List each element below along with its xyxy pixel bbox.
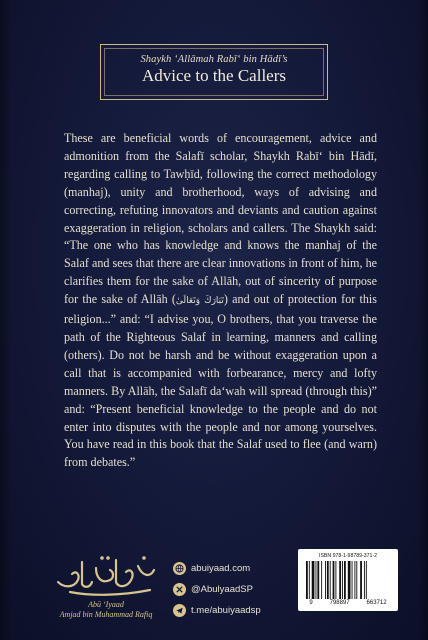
barcode-bar <box>366 561 367 599</box>
barcode-bar <box>333 561 335 599</box>
blurb-text <box>64 130 377 472</box>
blurb-part-1: These are beneficial words of encouragement, advice and admonition from the Salafī scholar, Shaykh Rabī‘ bin Hādī, regarding calling to Tawḥīd, following the correct methodology (manhaj), unity and brotherhood, ways of advising and correcting, refuting innovators and deviants and caution against exaggeration in religion, scholars and callers. The Shaykh said: “The one who has knowledge and knows the manhaj of the Salaf and sees that there are clear innovations in front of him, he clarifies them for the sake of Allāh, out of sincerity of purpose for the sake of Allāh ( <box>64 131 377 307</box>
website-text: abuiyaad.com <box>191 563 251 574</box>
social-links <box>173 558 293 621</box>
x-logo-icon <box>173 583 186 596</box>
author-kunya: Abū ‘Iyaad <box>88 600 124 609</box>
telegram-icon <box>173 604 186 617</box>
telegram-text: t.me/abuiyaadsp <box>191 605 261 616</box>
x-handle-text: @AbulyaadSP <box>191 584 253 595</box>
barcode-bars <box>305 561 391 599</box>
barcode-digits <box>298 600 398 606</box>
barcode-bar <box>327 561 329 599</box>
isbn-number: ISBN 978-1-98789-371-2 <box>319 553 377 559</box>
barcode-bar <box>317 561 319 599</box>
barcode-bar <box>364 561 365 599</box>
barcode-bar <box>339 561 341 599</box>
author-name: Amjad bin Muhammad Rafiq <box>59 610 153 619</box>
isbn-barcode <box>298 549 398 611</box>
publisher-logo <box>50 548 162 598</box>
cover-subtitle: Shaykh ‘Allāmah Rabī‘ bin Hādī’s <box>140 54 288 65</box>
x-link[interactable] <box>173 579 293 600</box>
barcode-digit-group: 798897 <box>329 600 350 606</box>
barcode-graphic <box>305 561 391 599</box>
barcode-bar <box>316 561 317 599</box>
barcode-bar <box>356 561 357 599</box>
barcode-bar <box>312 561 315 599</box>
website-link[interactable] <box>173 558 293 579</box>
photo-edge-shadow-left <box>0 0 12 640</box>
barcode-bar <box>309 561 310 599</box>
barcode-bar <box>335 561 336 599</box>
calligraphy-logo-icon <box>50 548 162 598</box>
barcode-digit-group: 663712 <box>366 600 387 606</box>
barcode-bar <box>342 561 343 599</box>
title-inner-frame <box>104 48 324 96</box>
blurb-part-2: ) and out of protection for this religion...” and: “I advise you, O brothers, that you traverse the path of the Righteous Salaf in learning, manners and calling (others). Do not be harsh and be without exaggeration upon a call that is accompanied with forbearance, mercy and lofty manners. By Allāh, the Salafī da‘wah will spread (through this)” and: “Present beneficial knowledge to the people and do not enter into disputes with the people and nor among yourselves. You have read in this book that the Salaf used to flee (and warn) from debates.” <box>64 292 377 470</box>
title-frame <box>100 44 328 100</box>
barcode-bar <box>360 561 362 599</box>
barcode-bar <box>348 561 351 599</box>
barcode-bar <box>306 561 308 599</box>
telegram-link[interactable] <box>173 600 293 621</box>
globe-icon <box>173 562 186 575</box>
photo-edge-shadow-right <box>418 0 428 640</box>
barcode-bar <box>354 561 355 599</box>
cover-title: Advice to the Callers <box>142 66 286 85</box>
barcode-bar <box>325 561 326 599</box>
blurb-arabic-phrase: تَبَارَكَ وَتَعَالَىٰ <box>175 296 224 307</box>
barcode-digit-group: 9 <box>309 600 313 606</box>
barcode-bar <box>321 561 322 599</box>
barcode-bar <box>352 561 353 599</box>
barcode-bar <box>344 561 346 599</box>
barcode-bar <box>330 561 331 599</box>
